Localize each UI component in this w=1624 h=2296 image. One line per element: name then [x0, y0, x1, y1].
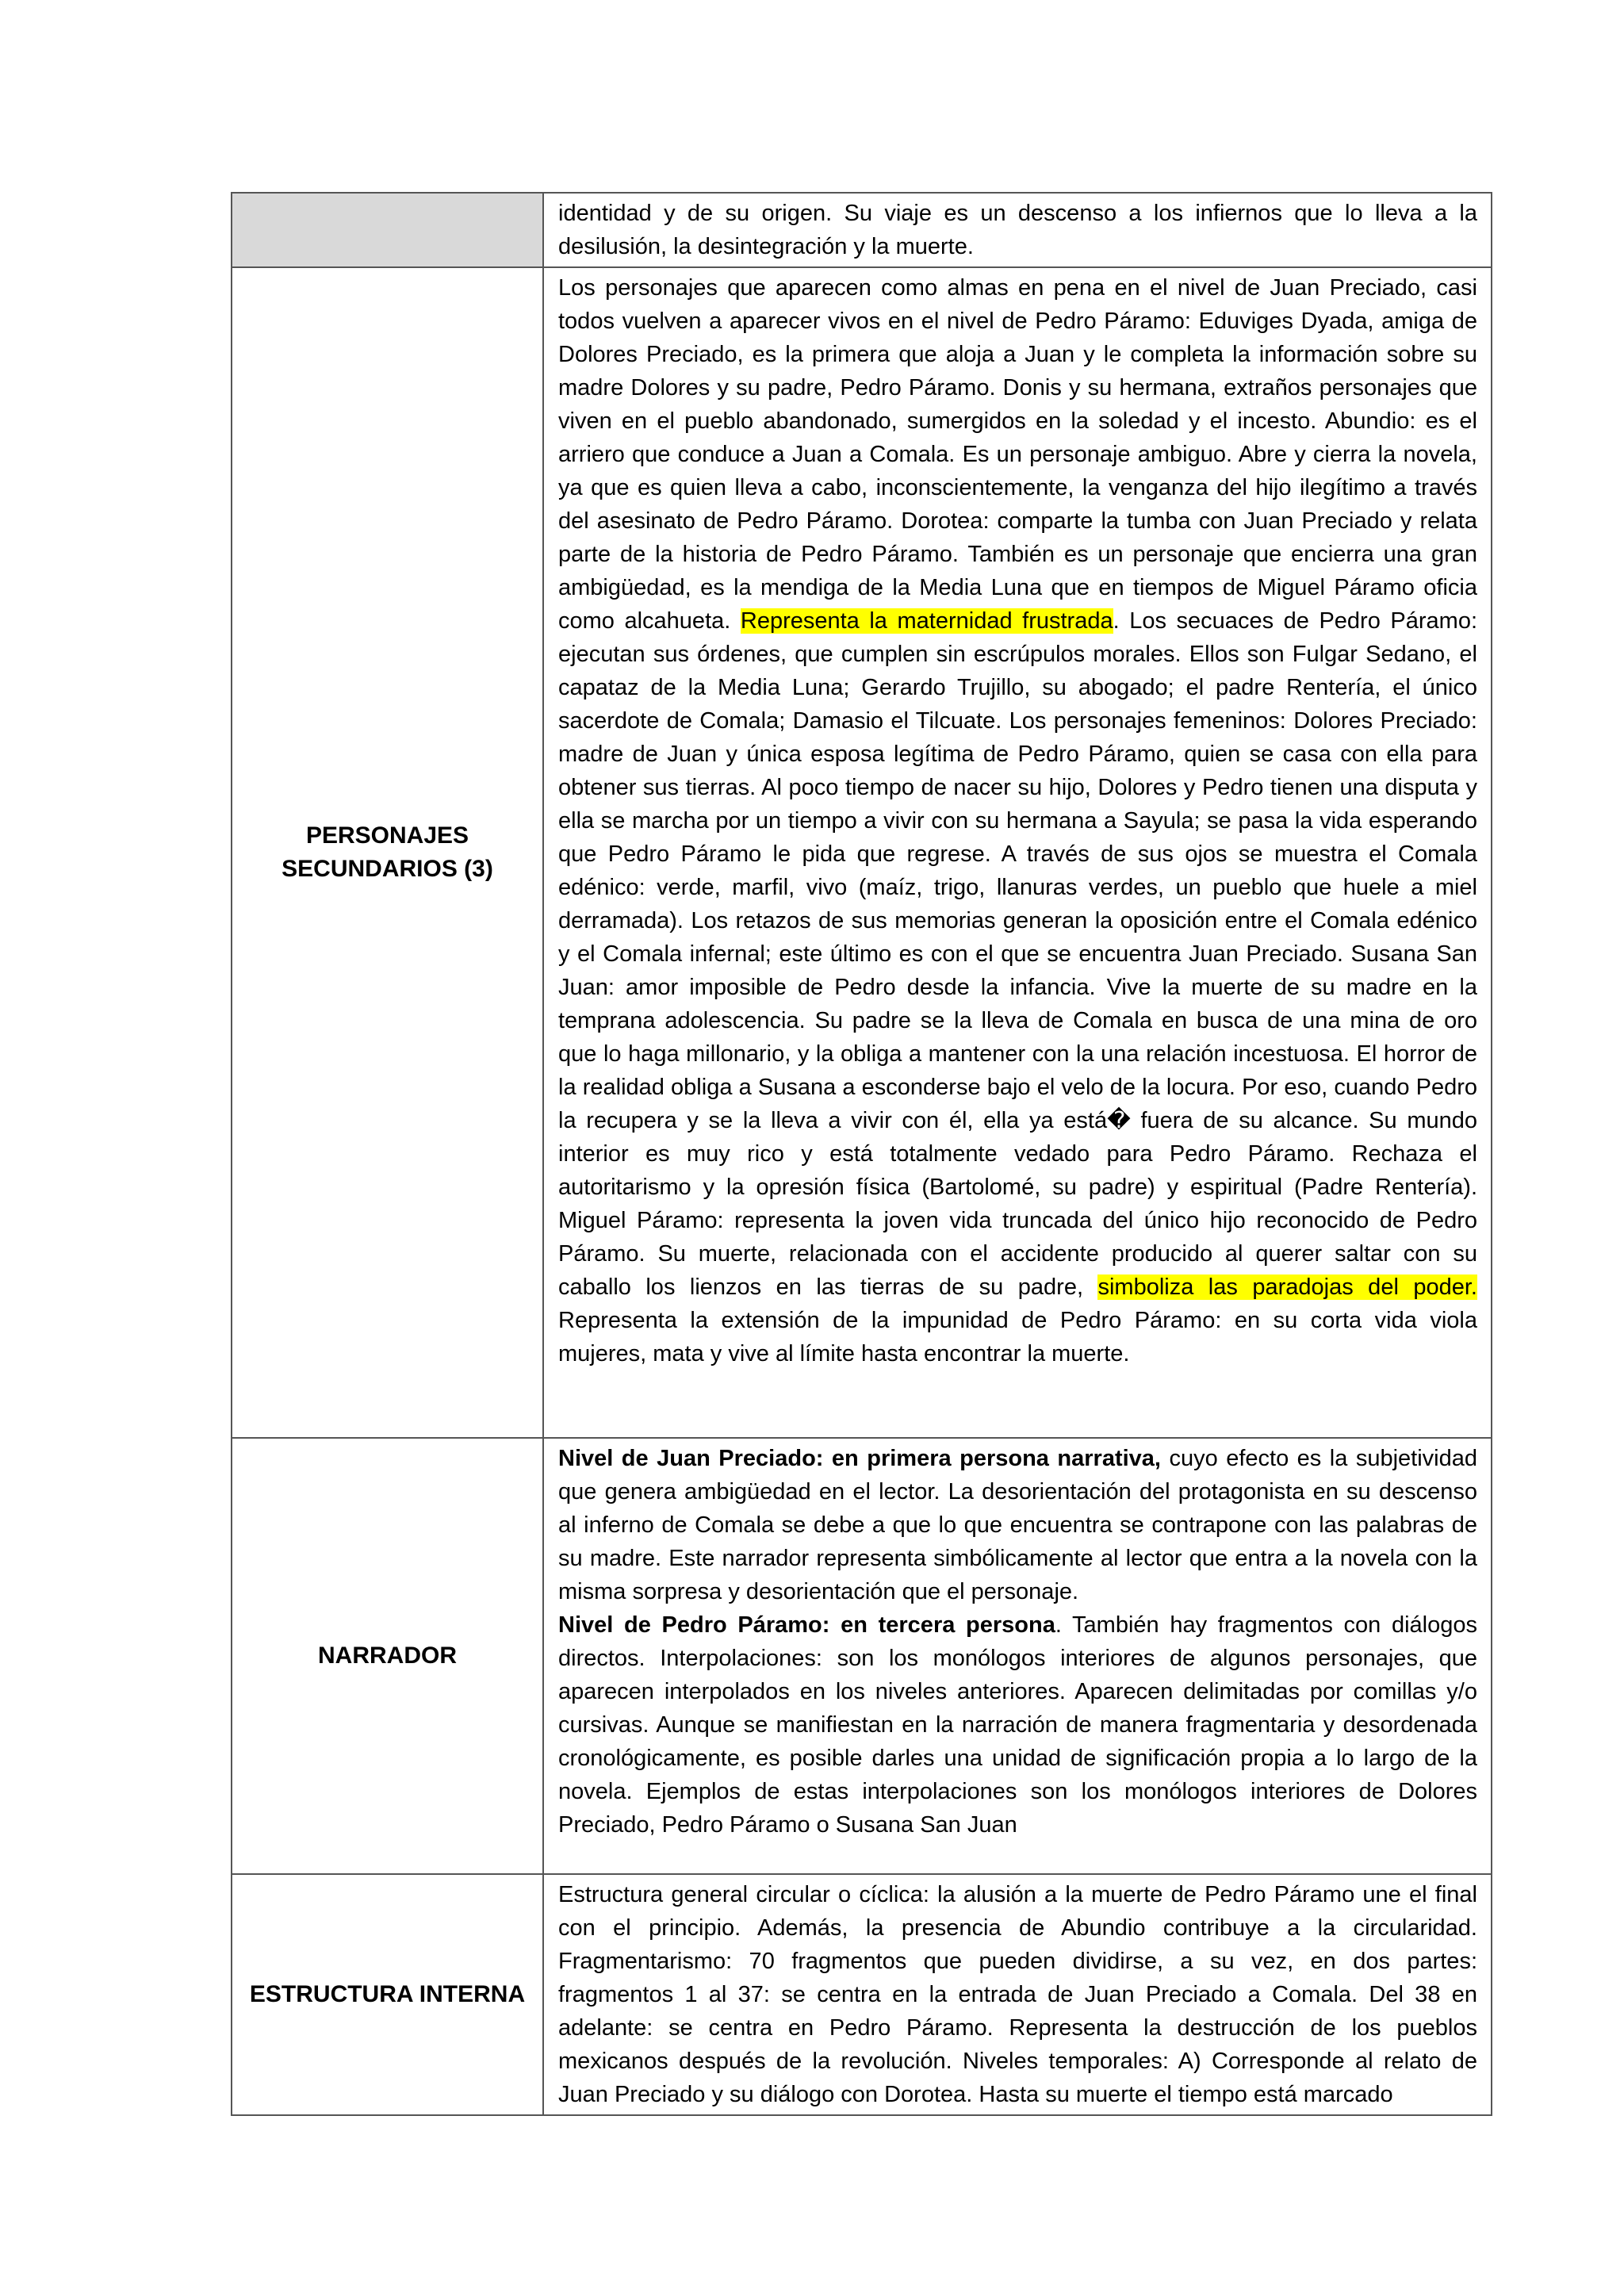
paragraph — [558, 271, 1477, 1370]
row-content-personajes-secundarios — [543, 267, 1492, 1438]
row-label-narrador — [232, 1438, 543, 1874]
paragraph: identidad y de su origen. Su viaje es un descenso a los infiernos que lo lleva a la desilusión, la desintegración y la muerte. — [558, 201, 1477, 259]
table-row — [232, 267, 1492, 1438]
text-run: cuyo efecto es la subjetividad que genera ambigüedad en el lector. La desorientación del protagonista en su descenso al inferno de Comala se debe a que lo que encuentra se contrapone con las palabras de su madre. Este narrador representa simbólicamente al lector que entra a la novela con la misma sorpresa y desorientación que el personaje. — [558, 1446, 1477, 1604]
text-run: . También hay fragmentos con diálogos directos. Interpolaciones: son los monólogos interiores de algunos personajes, que aparecen interpolados en los niveles anteriores. Aparecen delimitadas por comillas y/o cursivas. Aunque se manifiestan en la narración de manera fragmentaria y desordenada cronológicamente, es posible darles una unidad de significación propia a lo largo de la novela. Ejemplos de estas interpolaciones son los monólogos interiores de Dolores Preciado, Pedro Páramo o Susana San Juan — [558, 1612, 1477, 1838]
table-row — [232, 1438, 1492, 1874]
paragraph — [558, 1608, 1477, 1842]
row-label-estructura-interna — [232, 1874, 543, 2115]
table-row — [232, 1874, 1492, 2115]
row-label-empty — [232, 193, 543, 267]
text-run: Los personajes que aparecen como almas en pena en el nivel de Juan Preciado, casi todos vuelven a aparecer vivos en el nivel de Pedro Páramo: Eduviges Dyada, amiga de Dolores Preciado, es la primera que aloja a Juan y le completa la información sobre su madre Dolores y su padre, Pedro Páramo. Donis y su hermana, extraños personajes que viven en el pueblo abandonado, sumergidos en la soledad y el incesto. Abundio: es el arriero que conduce a Juan a Comala. Es un personaje ambiguo. Abre y cierra la novela, ya que es quien lleva a cabo, inconscientemente, la venganza del hijo ilegítimo a través del asesinato de Pedro Páramo. Dorotea: comparte la tumba con Juan Preciado y relata parte de la historia de Pedro Páramo. También es un personaje que encierra una gran ambigüedad, es la mendiga de la Media Luna que en tiempos de Miguel Páramo oficia como alcahueta. — [558, 275, 1477, 634]
text-run: Representa la extensión de la impunidad de Pedro Páramo: en su corta vida viola mujeres, mata y vive al límite hasta encontrar la muerte. — [558, 1308, 1477, 1366]
highlighted-text: Representa la maternidad frustrada — [740, 608, 1113, 634]
table-row — [232, 193, 1492, 267]
paragraph: Estructura general circular o cíclica: la alusión a la muerte de Pedro Páramo une el final con el principio. Además, la presencia de Abundio contribuye a la circularidad. Fragmentarismo: 70 fragmentos que pueden dividirse, a su vez, en dos partes: fragmentos 1 al 37: se centra en la entrada de Juan Preciado a Comala. Del 38 en adelante: se centra en Pedro Páramo. Representa la destrucción de los pueblos mexicanos después de la revolución. Niveles temporales: A) Corresponde al relato de Juan Preciado y su diálogo con Dorotea. Hasta su muerte el tiempo está marcado — [558, 1882, 1477, 2107]
label-text: ESTRUCTURA INTERNA — [249, 1981, 526, 2007]
row-content-narrador — [543, 1438, 1492, 1874]
row-content-estructura-interna — [543, 1874, 1492, 2115]
label-text: NARRADOR — [318, 1642, 457, 1669]
bold-text: Nivel de Pedro Páramo: en tercera persona — [558, 1612, 1055, 1638]
bold-text: Nivel de Juan Preciado: en primera persona narrativa, — [558, 1446, 1161, 1471]
row-content-identidad — [543, 193, 1492, 267]
content-table — [231, 192, 1492, 2116]
text-run: . Los secuaces de Pedro Páramo: ejecutan sus órdenes, que cumplen sin escrúpulos morales. Ellos son Fulgar Sedano, el capataz de la Media Luna; Gerardo Trujillo, su abogado; el padre Rentería, el único sacerdote de Comala; Damasio el Tilcuate. Los personajes femeninos: Dolores Preciado: madre de Juan y única esposa legítima de Pedro Páramo, quien se casa con ella para obtener sus tierras. Al poco tiempo de nacer su hijo, Dolores y Pedro tienen una disputa y ella se marcha por un tiempo a vivir con su hermana a Sayula; se pasa la vida esperando que Pedro Páramo le pida que regrese. A través de sus ojos se muestra el Comala edénico: verde, marfil, vivo (maíz, trigo, llanuras verdes, un pueblo que huele a miel derramada). Los retazos de sus memorias generan la oposición entre el Comala edénico y el Comala infernal; este último es con el que se encuentra Juan Preciado. Susana San Juan: amor imposible de Pedro desde la infancia. Vive la muerte de su madre en la temprana adolescencia. Su padre se la lleva de Comala en busca de una mina de oro que lo haga millonario, y la obliga a mantener con la una relación incestuosa. El horror de la realidad obliga a Susana a esconderse bajo el velo de la locura. Por eso, cuando Pedro la recupera y se la lleva a vivir con él, ella ya está� fuera de su alcance. Su mundo interior es muy rico y está totalmente vedado para Pedro Páramo. Rechaza el autoritarismo y la opresión física (Bartolomé, su padre) y espiritual (Padre Rentería). Miguel Páramo: representa la joven vida truncada del único hijo reconocido de Pedro Páramo. Su muerte, relacionada con el accidente producido al querer saltar con su caballo los lienzos en las tierras de su padre, — [558, 608, 1478, 1300]
highlighted-text: simboliza las paradojas del poder. — [1097, 1274, 1477, 1300]
row-label-personajes-secundarios — [232, 267, 543, 1438]
label-text: PERSONAJES SECUNDARIOS (3) — [282, 822, 493, 882]
paragraph — [558, 1442, 1477, 1608]
